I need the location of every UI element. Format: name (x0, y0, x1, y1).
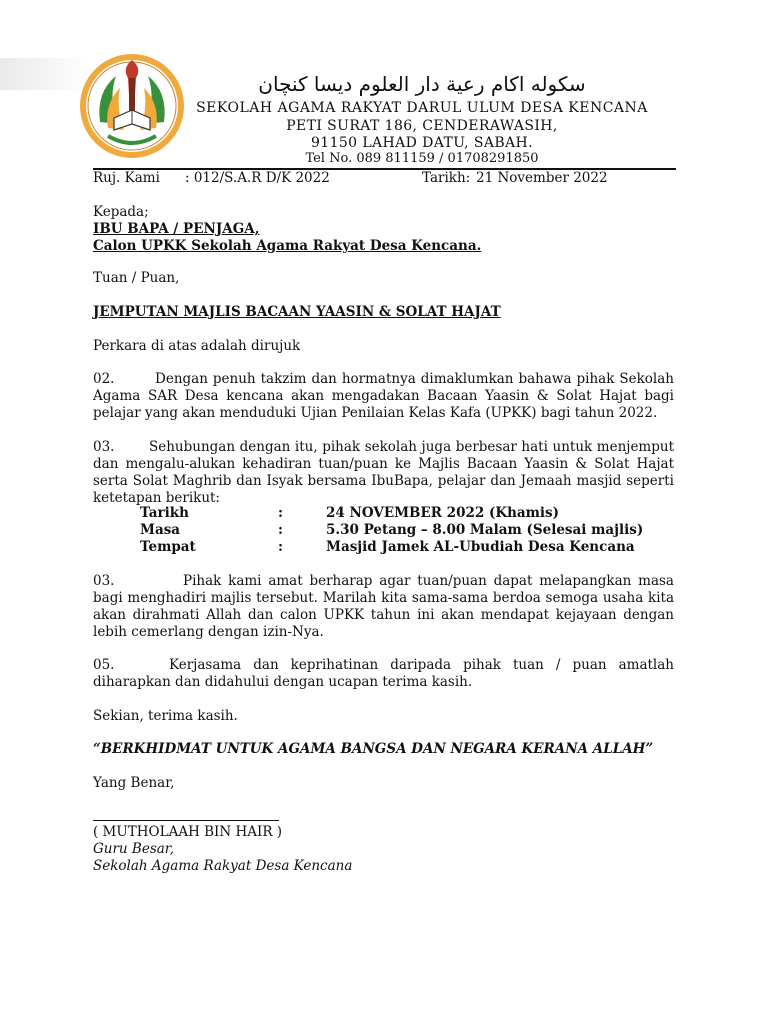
opening-line: Perkara di atas adalah dirujuk (93, 338, 301, 354)
detail-label: Tarikh (140, 505, 189, 521)
letter-subject: JEMPUTAN MAJLIS BACAAN YAASIN & SOLAT HAJAT (93, 304, 501, 320)
signatory-name: ( MUTHOLAAH BIN HAIR ) (93, 824, 283, 840)
letterhead-school-name: SEKOLAH AGAMA RAKYAT DARUL ULUM DESA KENCANA (196, 100, 648, 116)
closing-yours: Yang Benar, (93, 775, 175, 791)
paragraph-number: 03. (93, 573, 115, 589)
recipient-line1: IBU BAPA / PENJAGA, (93, 221, 260, 237)
reference-label: Ruj. Kami (93, 170, 160, 186)
paragraph-number: 05. (93, 657, 115, 673)
signatory-position: Guru Besar, (93, 841, 175, 857)
reference-value: : 012/S.A.R D/K 2022 (185, 170, 330, 186)
detail-label: Masa (140, 522, 181, 538)
detail-value: 24 NOVEMBER 2022 (Khamis) (326, 505, 560, 521)
paragraph-05 (93, 657, 674, 691)
detail-value: 5.30 Petang – 8.00 Malam (Selesai majlis) (326, 522, 644, 538)
letterhead-arabic-name: سكوله اكام رعية دار العلوم ديسا كنچان (258, 72, 586, 96)
recipient-to: Kepada; (93, 204, 149, 220)
letterhead-phone: Tel No. 089 811159 / 01708291850 (305, 151, 539, 166)
paragraph-text: Pihak kami amat berharap agar tuan/puan dapat melapangkan masa bagi menghadiri majlis tersebut. Marilah kita sama-sama berdoa semoga usaha kita akan dirahmati Allah dan calon UPKK tahun ini akan mendapat kejayaan dengan lebih cemerlang dengan izin-Nya. (93, 573, 674, 640)
paragraph-text: Dengan penuh takzim dan hormatnya dimaklumkan bahawa pihak Sekolah Agama SAR Desa kencana akan mengadakan Bacaan Yaasin & Solat Hajat bagi pelajar yang akan menduduki Ujian Penilaian Kelas Kafa (UPKK) bagi tahun 2022. (93, 371, 674, 421)
letterhead-address-line1: PETI SURAT 186, CENDERAWASIH, (286, 118, 558, 134)
date-value: 21 November 2022 (476, 170, 608, 186)
paragraph-text: Kerjasama dan keprihatinan daripada pihak tuan / puan amatlah diharapkan dan didahului dengan ucapan terima kasih. (93, 657, 674, 690)
date-label: Tarikh: (422, 170, 471, 186)
detail-label: Tempat (140, 539, 196, 555)
salutation: Tuan / Puan, (93, 270, 180, 286)
closing-thanks: Sekian, terima kasih. (93, 708, 238, 724)
detail-row-time (140, 522, 643, 538)
detail-separator: : (278, 539, 283, 555)
paragraph-03b (93, 573, 674, 641)
school-motto: “BERKHIDMAT UNTUK AGAMA BANGSA DAN NEGARA KERANA ALLAH” (93, 741, 654, 757)
detail-separator: : (278, 522, 283, 538)
paragraph-03 (93, 439, 674, 507)
paragraph-number: 03. (93, 439, 115, 455)
school-crest-logo (78, 52, 186, 160)
paragraph-text: Sehubungan dengan itu, pihak sekolah juga berbesar hati untuk menjemput dan mengalu-alukan kehadiran tuan/puan ke Majlis Bacaan Yaasin & Solat Hajat serta Solat Maghrib dan Isyak bersama IbuBapa, pelajar dan Jemaah masjid seperti ketetapan berikut: (93, 439, 674, 506)
detail-value: Masjid Jamek AL-Ubudiah Desa Kencana (326, 539, 635, 555)
recipient-line2: Calon UPKK Sekolah Agama Rakyat Desa Kencana. (93, 238, 482, 254)
signature-line (93, 820, 279, 821)
detail-separator: : (278, 505, 283, 521)
detail-row-venue (140, 539, 635, 555)
paragraph-number: 02. (93, 371, 115, 387)
signatory-school: Sekolah Agama Rakyat Desa Kencana (93, 858, 353, 874)
paragraph-02 (93, 371, 674, 422)
detail-row-date (140, 505, 559, 521)
letterhead-address-line2: 91150 LAHAD DATU, SABAH. (310, 135, 534, 151)
scan-shadow (0, 58, 90, 90)
